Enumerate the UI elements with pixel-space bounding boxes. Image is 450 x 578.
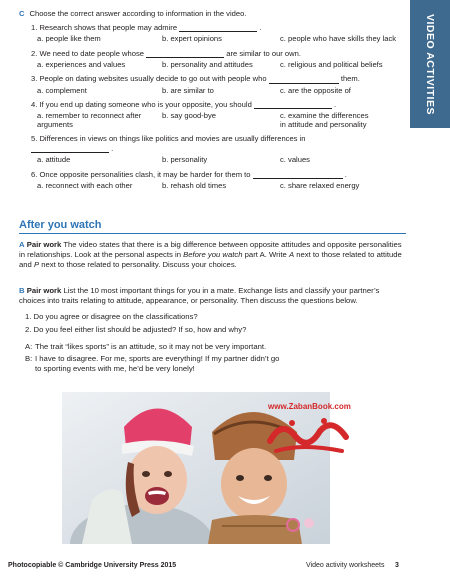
section-b-letter: B	[19, 286, 25, 295]
question-stem: 1. Research shows that people may admire	[31, 23, 178, 32]
side-tab-label: VIDEO ACTIVITIES	[424, 13, 436, 115]
section-c	[19, 9, 404, 195]
question-2	[19, 49, 404, 70]
attitude-letter: A	[288, 250, 295, 260]
option-c[interactable]: c. people who have skills they lack	[280, 34, 397, 44]
question-5	[19, 134, 404, 164]
discussion-question: 1. Do you agree or disagree on the classifications?	[25, 312, 198, 322]
question-stem: 3. People on dating websites usually decide to go out with people who	[31, 74, 267, 84]
video-activities-tab	[410, 0, 450, 128]
question-stem-end: .	[344, 169, 347, 179]
question-stem-end: .	[334, 99, 337, 109]
dialogue-line: The trait “likes sports” is an attitude, so it may not be very important.	[35, 341, 267, 351]
question-stem: 5. Differences in views on things like politics and movies are usually differences in	[31, 134, 306, 144]
discussion-questions	[19, 312, 404, 335]
option-a[interactable]: a. complement	[37, 85, 87, 95]
question-stem-end: are similar to our own.	[226, 48, 301, 58]
option-a[interactable]: a. remember to reconnect after arguments	[37, 111, 142, 130]
question-6	[19, 170, 404, 191]
question-stem-end: them.	[340, 74, 360, 84]
pair-work-label: Pair work	[26, 240, 62, 249]
answer-blank[interactable]	[253, 171, 343, 179]
question-stem-end: .	[111, 143, 114, 153]
watermark-url: www.ZabanBook.com	[268, 402, 351, 411]
copyright-note: Photocopiable © Cambridge University Press 2015	[8, 562, 177, 569]
zabanbook-logo	[262, 411, 354, 457]
option-c[interactable]: c. religious and political beliefs	[280, 60, 383, 70]
section-b	[19, 286, 404, 376]
answer-blank[interactable]	[254, 101, 332, 109]
dialogue-line: I have to disagree. For me, sports are everything! If my partner didn’t go to sporting events with me, he’d be very lonely!	[35, 353, 280, 373]
option-b[interactable]: b. personality and attitudes	[162, 60, 253, 70]
section-a-text: next to those related to attitude and	[19, 250, 402, 270]
example-dialogue	[19, 342, 404, 374]
answer-blank[interactable]	[31, 145, 109, 153]
option-c[interactable]: c. share relaxed energy	[280, 181, 360, 191]
section-a	[19, 240, 404, 270]
option-b[interactable]: b. expert opinions	[162, 34, 222, 44]
answer-blank[interactable]	[269, 76, 339, 84]
question-stem-end: .	[259, 23, 262, 32]
question-stem: 2. We need to date people whose	[31, 48, 145, 58]
answer-blank[interactable]	[179, 24, 257, 32]
option-b[interactable]: b. say good-bye	[162, 111, 217, 121]
speaker-label: B:	[25, 353, 33, 363]
speaker-label: A:	[25, 341, 33, 351]
option-c[interactable]: c. are the opposite of	[280, 85, 351, 95]
section-c-instruction: Choose the correct answer according to information in the video.	[29, 9, 247, 18]
option-a[interactable]: a. attitude	[37, 155, 71, 165]
option-c[interactable]: c. examine the differences in attitude and personality	[280, 111, 369, 130]
question-1	[19, 23, 404, 44]
section-c-letter: C	[19, 9, 25, 18]
question-stem: 6. Once opposite personalities clash, it may be harder for them to	[31, 169, 251, 179]
section-a-ref: Before you watch	[183, 250, 243, 260]
page-number: 3	[395, 562, 399, 569]
section-a-text: part A. Write	[244, 250, 287, 260]
section-a-letter: A	[19, 240, 25, 249]
section-b-text: List the 10 most important things for you in a mate. Exchange lists and classify your partner’s choices into traits relating to attitude, appearance, or personality. Then discuss the questions below.	[19, 286, 380, 306]
discussion-question: 2. Do you feel either list should be adjusted? If so, how and why?	[25, 325, 247, 335]
option-b[interactable]: b. are similar to	[162, 85, 214, 95]
option-a[interactable]: a. experiences and values	[37, 60, 126, 70]
question-stem: 4. If you end up dating someone who is your opposite, you should	[31, 99, 252, 109]
option-c[interactable]: c. values	[280, 155, 310, 165]
personality-letter: P	[33, 260, 40, 270]
question-3	[19, 74, 404, 95]
answer-blank[interactable]	[146, 50, 224, 58]
worksheet-label: Video activity worksheets	[306, 562, 385, 569]
option-b[interactable]: b. personality	[162, 155, 208, 165]
pair-work-label: Pair work	[26, 286, 62, 295]
section-a-text: next to those related to personality. Discuss your choices.	[41, 260, 237, 270]
section-c-header	[19, 9, 404, 18]
option-a[interactable]: a. people like them	[37, 34, 101, 44]
after-you-watch-heading: After you watch	[19, 219, 406, 234]
option-a[interactable]: a. reconnect with each other	[37, 181, 133, 191]
option-b[interactable]: b. rehash old times	[162, 181, 227, 191]
question-4	[19, 100, 404, 130]
section-a-text: The video states that there is a big difference between opposite attitudes and opposite personalities in relationships. Look at the personal aspects in	[19, 240, 402, 260]
